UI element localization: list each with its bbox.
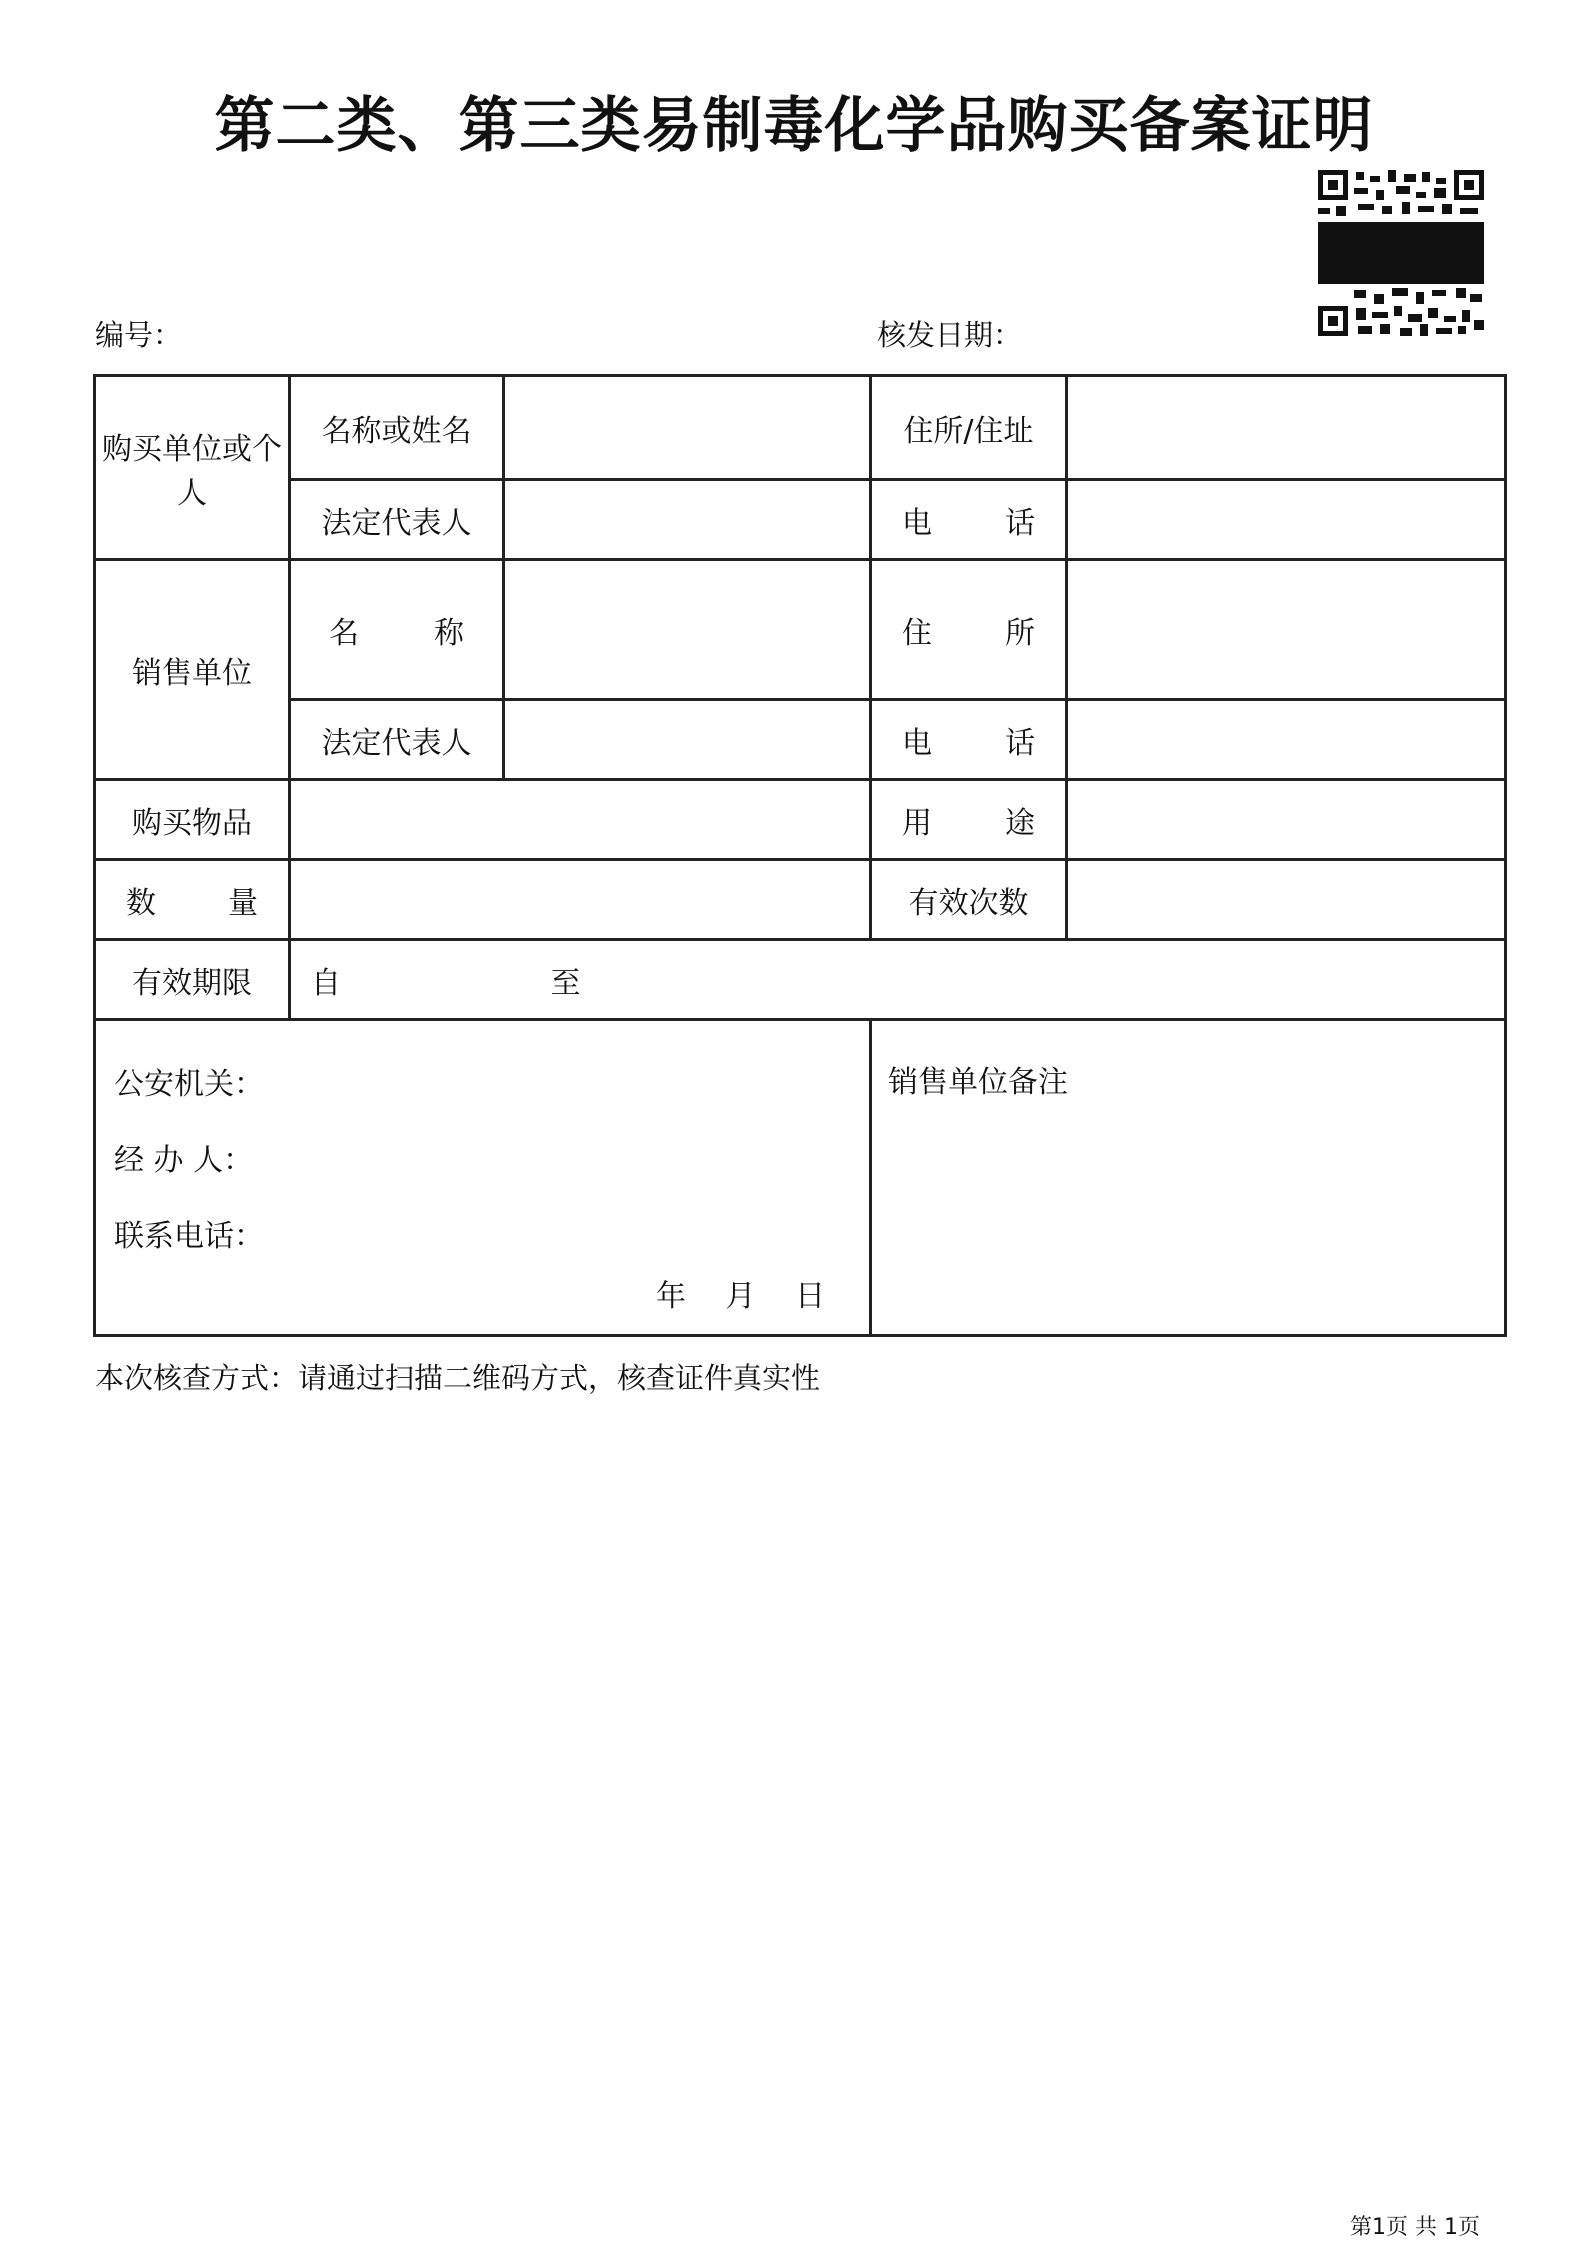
quantity-field[interactable] (290, 860, 871, 940)
buyer-name-label: 名称或姓名 (290, 376, 504, 480)
purpose-field[interactable] (1067, 780, 1506, 860)
validity-label: 有效期限 (95, 940, 290, 1020)
buyer-legal-rep-field[interactable] (504, 480, 871, 560)
validity-to-label: 至 (550, 965, 581, 1001)
page-title: 第二类、第三类易制毒化学品购买备案证明 (214, 91, 1374, 161)
seller-phone-field[interactable] (1067, 700, 1506, 780)
number-label: 编号： (95, 318, 183, 352)
buyer-phone-label: 电 话 (871, 480, 1067, 560)
item-label: 购买物品 (95, 780, 290, 860)
buyer-phone-field[interactable] (1067, 480, 1506, 560)
seller-address-field[interactable] (1067, 560, 1506, 700)
page-indicator: 第1页 共 1页 (1350, 2215, 1480, 2240)
buyer-section-label: 购买单位或个人 (95, 376, 290, 560)
issue-date-label: 核发日期： (877, 318, 1023, 352)
police-phone-label: 联系电话： (114, 1219, 264, 1254)
seller-legal-rep-field[interactable] (504, 700, 871, 780)
seller-phone-label: 电 话 (871, 700, 1067, 780)
seller-address-label: 住 所 (871, 560, 1067, 700)
registration-form-table (93, 374, 1507, 1337)
verification-note: 本次核查方式：请通过扫描二维码方式，核查证件真实性 (95, 1361, 821, 1395)
qr-code-icon (1318, 170, 1484, 336)
seller-remark-section[interactable] (871, 1020, 1506, 1336)
valid-times-field[interactable] (1067, 860, 1506, 940)
police-handler-label: 经 办 人： (114, 1143, 254, 1178)
seller-name-field[interactable] (504, 560, 871, 700)
buyer-name-field[interactable] (504, 376, 871, 480)
seller-legal-rep-label: 法定代表人 (290, 700, 504, 780)
buyer-address-label: 住所/住址 (871, 376, 1067, 480)
buyer-legal-rep-label: 法定代表人 (290, 480, 504, 560)
quantity-label: 数 量 (95, 860, 290, 940)
valid-times-label: 有效次数 (871, 860, 1067, 940)
validity-field[interactable] (290, 940, 1506, 1020)
seller-name-label: 名 称 (290, 560, 504, 700)
validity-from-label: 自 (311, 965, 341, 1001)
police-section (95, 1020, 871, 1336)
police-date-label: 年 月 日 (656, 1279, 826, 1314)
police-authority-label: 公安机关： (114, 1067, 264, 1102)
purpose-label: 用 途 (871, 780, 1067, 860)
seller-remark-label: 销售单位备注 (888, 1065, 1068, 1100)
buyer-address-field[interactable] (1067, 376, 1506, 480)
item-field[interactable] (290, 780, 871, 860)
seller-section-label: 销售单位 (95, 560, 290, 780)
